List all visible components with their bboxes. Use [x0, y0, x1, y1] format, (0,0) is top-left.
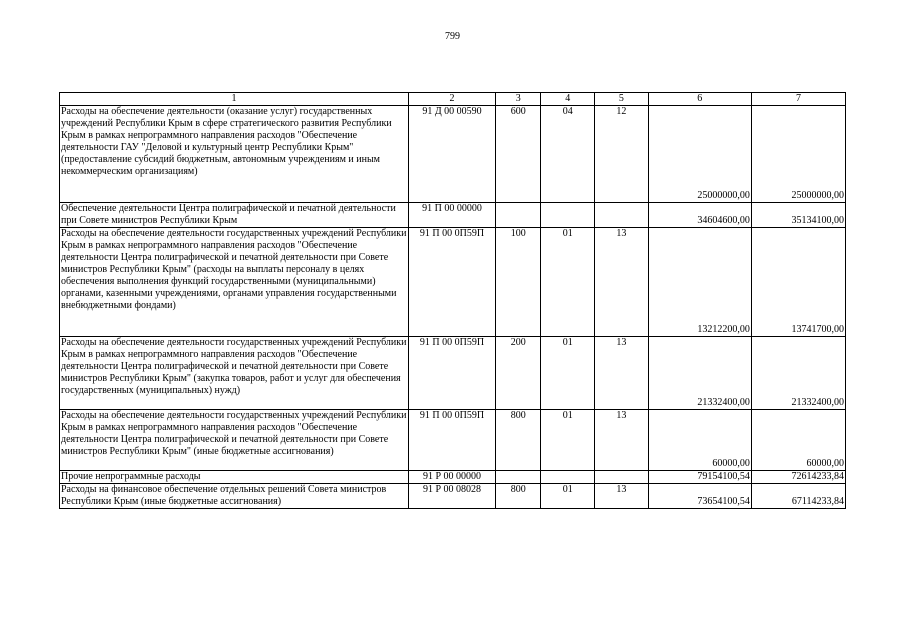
row-section	[541, 471, 595, 484]
row-amount-7: 67114233,84	[751, 484, 845, 509]
row-description: Расходы на обеспечение деятельности государственных учреждений Республики Крым в рамках непрограммного направления расходов "Обеспечение деятельности Центра полиграфической и печатной деятельности при Совете министров Республики Крым" (иные бюджетные ассигнования)	[60, 410, 409, 471]
row-amount-6: 73654100,54	[648, 484, 751, 509]
row-subsection: 12	[595, 106, 649, 203]
row-expense-type: 200	[495, 337, 541, 410]
row-code: 91 Р 00 00000	[408, 471, 495, 484]
row-description: Расходы на обеспечение деятельности государственных учреждений Республики Крым в рамках непрограммного направления расходов "Обеспечение деятельности Центра полиграфической и печатной деятельности при Совете министров Республики Крым" (закупка товаров, работ и услуг для обеспечения государственных (муниципальных) нужд)	[60, 337, 409, 410]
row-amount-7: 21332400,00	[751, 337, 845, 410]
row-section: 01	[541, 228, 595, 337]
row-amount-6: 60000,00	[648, 410, 751, 471]
row-expense-type: 100	[495, 228, 541, 337]
row-amount-7: 60000,00	[751, 410, 845, 471]
row-section: 01	[541, 410, 595, 471]
row-subsection	[595, 471, 649, 484]
row-expense-type: 800	[495, 484, 541, 509]
row-subsection: 13	[595, 228, 649, 337]
row-amount-7: 35134100,00	[751, 203, 845, 228]
column-header: 1	[60, 93, 409, 106]
row-amount-6: 25000000,00	[648, 106, 751, 203]
row-section: 01	[541, 484, 595, 509]
row-code: 91 Р 00 08028	[408, 484, 495, 509]
page-number: 799	[445, 31, 460, 42]
row-description: Прочие непрограммные расходы	[60, 471, 409, 484]
row-subsection: 13	[595, 337, 649, 410]
row-amount-6: 13212200,00	[648, 228, 751, 337]
row-subsection: 13	[595, 484, 649, 509]
row-subsection	[595, 203, 649, 228]
row-expense-type: 800	[495, 410, 541, 471]
row-code: 91 Д 00 00590	[408, 106, 495, 203]
table-row	[60, 228, 846, 337]
row-amount-6: 79154100,54	[648, 471, 751, 484]
row-description: Расходы на финансовое обеспечение отдельных решений Совета министров Республики Крым (иные бюджетные ассигнования)	[60, 484, 409, 509]
row-description: Обеспечение деятельности Центра полиграфической и печатной деятельности при Совете министров Республики Крым	[60, 203, 409, 228]
row-description: Расходы на обеспечение деятельности (оказание услуг) государственных учреждений Республики Крым в сфере стратегического развития Республики Крым в рамках непрограммного направления расходов "Обеспечение деятельности ГАУ "Деловой и культурный центр Республики Крым" (предоставление субсидий бюджетным, автономным учреждениям и иным некоммерческим организациям)	[60, 106, 409, 203]
table-row	[60, 106, 846, 203]
row-expense-type	[495, 203, 541, 228]
row-section: 01	[541, 337, 595, 410]
column-header: 3	[495, 93, 541, 106]
row-subsection: 13	[595, 410, 649, 471]
row-code: 91 П 00 0П59П	[408, 410, 495, 471]
row-code: 91 П 00 0П59П	[408, 337, 495, 410]
row-amount-7: 13741700,00	[751, 228, 845, 337]
column-header: 6	[648, 93, 751, 106]
table-row	[60, 410, 846, 471]
row-section: 04	[541, 106, 595, 203]
column-header: 2	[408, 93, 495, 106]
row-amount-7: 25000000,00	[751, 106, 845, 203]
row-code: 91 П 00 00000	[408, 203, 495, 228]
table-row	[60, 471, 846, 484]
row-amount-6: 34604600,00	[648, 203, 751, 228]
row-description: Расходы на обеспечение деятельности государственных учреждений Республики Крым в рамках непрограммного направления расходов "Обеспечение деятельности Центра полиграфической и печатной деятельности при Совете министров Республики Крым" (расходы на выплаты персоналу в целях обеспечения выполнения функций государственными (муниципальными) органами, казенными учреждениями, органами управления государственными внебюджетными фондами)	[60, 228, 409, 337]
row-section	[541, 203, 595, 228]
column-header: 7	[751, 93, 845, 106]
row-amount-7: 72614233,84	[751, 471, 845, 484]
table-row	[60, 337, 846, 410]
row-amount-6: 21332400,00	[648, 337, 751, 410]
row-expense-type	[495, 471, 541, 484]
table-row	[60, 484, 846, 509]
table-header-row	[60, 93, 846, 106]
row-code: 91 П 00 0П59П	[408, 228, 495, 337]
table-row	[60, 203, 846, 228]
column-header: 4	[541, 93, 595, 106]
row-expense-type: 600	[495, 106, 541, 203]
budget-table	[59, 92, 846, 509]
column-header: 5	[595, 93, 649, 106]
